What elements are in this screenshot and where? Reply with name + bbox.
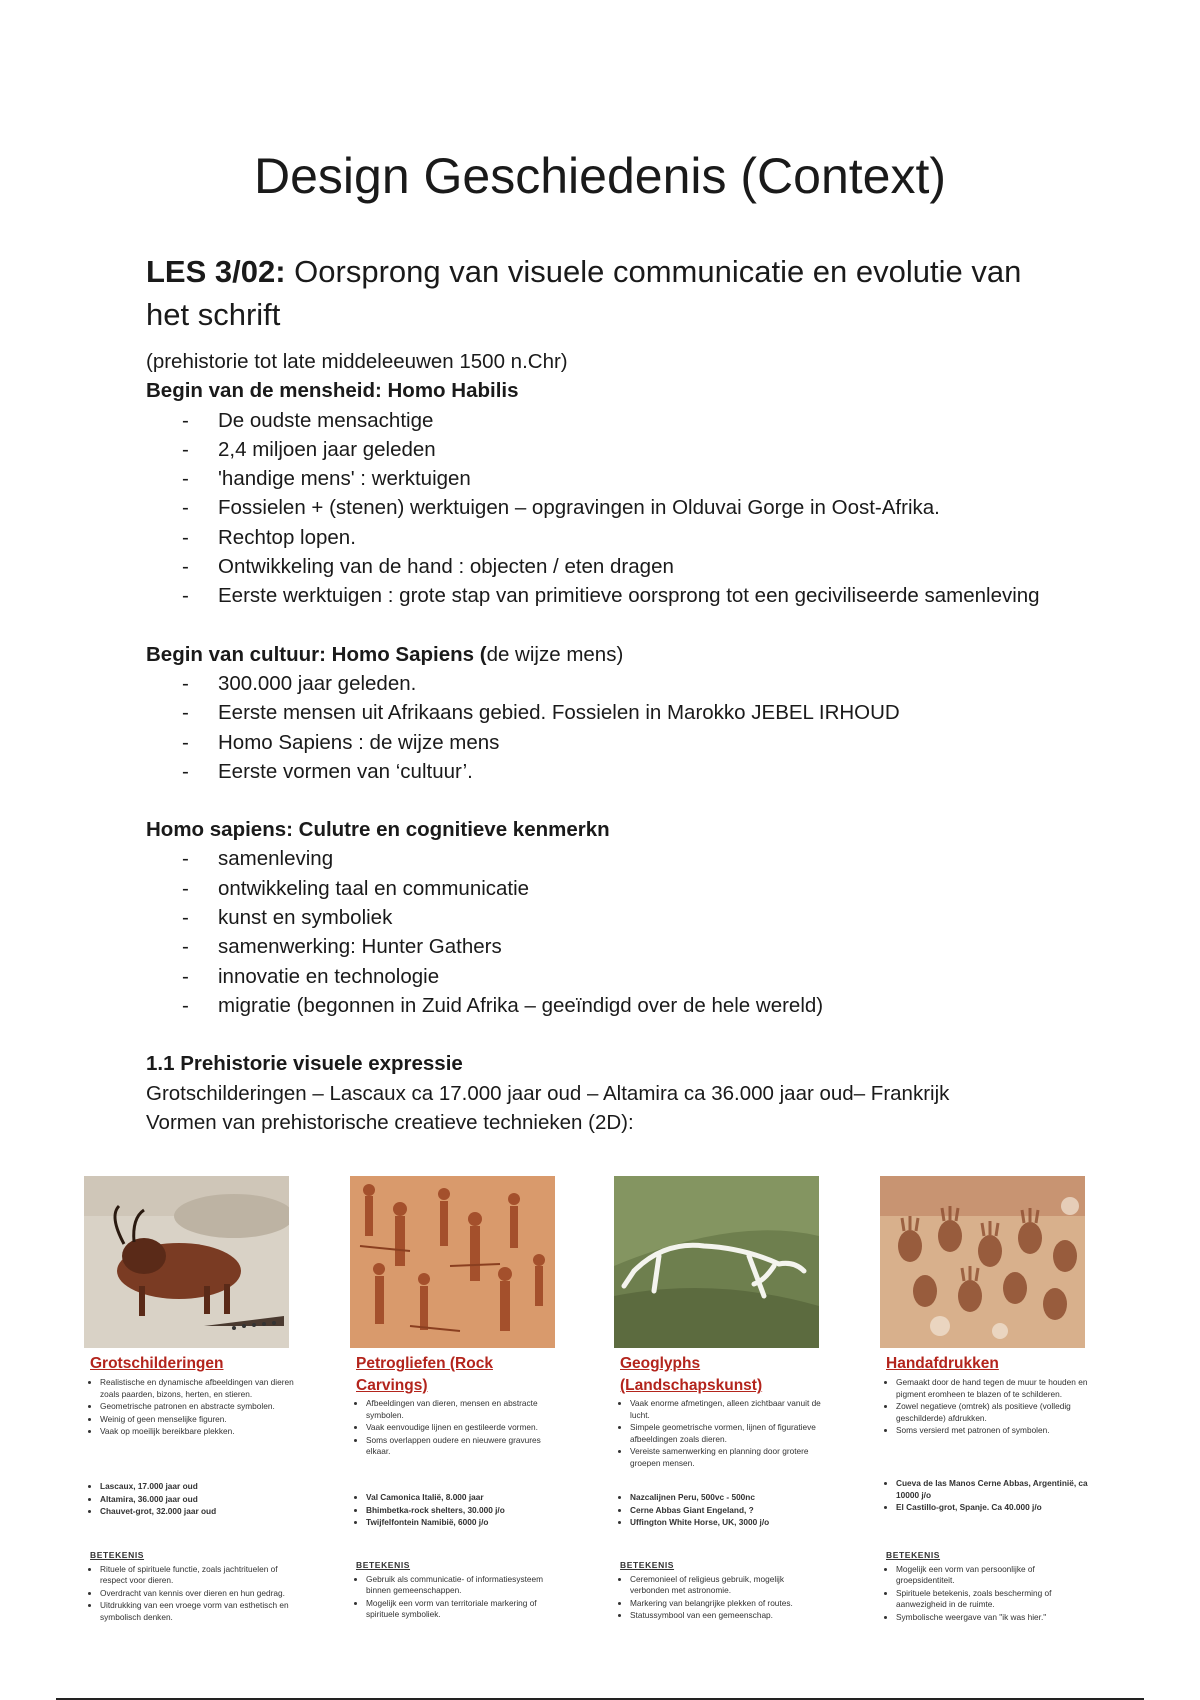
technique-panels	[84, 1176, 1104, 1656]
meaning-label: BETEKENIS	[886, 1550, 941, 1560]
list-item: • Spirituele betekenis, zoals bescherming of aanwezigheid in de ruimte.	[896, 1588, 1091, 1611]
lesson-title: Oorsprong van visuele communicatie en evolutie van het schrift	[146, 254, 1022, 332]
list-item: • Rituele of spirituele functie, zoals jachtrituelen of respect voor dieren.	[100, 1564, 295, 1587]
list-item: • Chauvet-grot, 32.000 jaar oud	[100, 1506, 295, 1518]
section-heading-bold: Begin van cultuur: Homo Sapiens (	[146, 642, 487, 666]
panel-locations	[356, 1492, 561, 1530]
list-item: • Uffington White Horse, UK, 3000 j/o	[630, 1517, 825, 1529]
panel-locations	[90, 1481, 295, 1519]
list-item: • Vaak op moeilijk bereikbare plekken.	[100, 1426, 295, 1438]
panel-meaning	[886, 1550, 1091, 1625]
list-item: • Lascaux, 17.000 jaar oud	[100, 1481, 295, 1493]
list-item: • Overdracht van kennis over dieren en hun gedrag.	[100, 1588, 295, 1600]
list-item: - 'handige mens' : werktuigen	[146, 464, 1096, 493]
section-heading-homo-sapiens	[146, 640, 1096, 669]
list-homo-habilis	[146, 406, 1096, 611]
cave-painting-image	[84, 1176, 289, 1348]
list-item: • Soms versierd met patronen of symbolen.	[896, 1425, 1091, 1437]
geoglyph-image	[614, 1176, 819, 1348]
list-item: • Markering van belangrijke plekken of routes.	[630, 1598, 825, 1610]
list-item: - 2,4 miljoen jaar geleden	[146, 435, 1096, 464]
list-item: - De oudste mensachtige	[146, 406, 1096, 435]
section-heading-homo-habilis: Begin van de mensheid: Homo Habilis	[146, 379, 519, 403]
rock-carving-image	[350, 1176, 555, 1348]
list-item: • Cueva de las Manos Cerne Abbas, Argentinië, ca 10000 j/o	[896, 1478, 1091, 1501]
section-heading-prehistory: 1.1 Prehistorie visuele expressie	[146, 1052, 463, 1076]
page-title: Design Geschiedenis (Context)	[254, 148, 946, 204]
list-item: • Gebruik als communicatie- of informatiesysteem binnen gemeenschappen.	[366, 1574, 561, 1597]
list-item: • Ceremonieel of religieus gebruik, mogelijk verbonden met astronomie.	[630, 1574, 825, 1597]
list-item: - Rechtop lopen.	[146, 523, 1096, 552]
list-item: • Mogelijk een vorm van persoonlijke of groepsidentiteit.	[896, 1564, 1091, 1587]
panel-title: Grotschilderingen	[90, 1355, 224, 1372]
hand-prints-image	[880, 1176, 1085, 1348]
list-item: • Bhimbetka-rock shelters, 30.000 j/o	[366, 1505, 561, 1517]
panel-geoglyphs	[614, 1176, 819, 1656]
list-item: • Zowel negatieve (omtrek) als positieve (volledig geschilderde) afdrukken.	[896, 1401, 1091, 1424]
list-item: • Vaak eenvoudige lijnen en gestileerde vormen.	[366, 1422, 561, 1434]
prehistory-line-1: Grotschilderingen – Lascaux ca 17.000 jaar oud – Altamira ca 36.000 jaar oud– Frankrijk	[146, 1081, 950, 1105]
lesson-heading	[146, 250, 1046, 336]
panel-locations	[620, 1492, 825, 1530]
list-homo-sapiens	[146, 669, 1096, 786]
list-item: • Altamira, 36.000 jaar oud	[100, 1494, 295, 1506]
list-item: - innovatie en technologie	[146, 962, 1096, 991]
list-item: • Val Camonica Italië, 8.000 jaar	[366, 1492, 561, 1504]
list-item: - Eerste vormen van ‘cultuur’.	[146, 757, 1096, 786]
list-item: • El Castillo-grot, Spanje. Ca 40.000 j/o	[896, 1502, 1091, 1514]
list-item: - Fossielen + (stenen) werktuigen – opgravingen in Olduvai Gorge in Oost-Afrika.	[146, 493, 1096, 522]
panel-meaning	[620, 1560, 825, 1623]
list-item: • Geometrische patronen en abstracte symbolen.	[100, 1401, 295, 1413]
list-item: - Eerste mensen uit Afrikaans gebied. Fossielen in Marokko JEBEL IRHOUD	[146, 698, 1096, 727]
list-item: - samenwerking: Hunter Gathers	[146, 932, 1096, 961]
document-body	[146, 347, 1096, 1137]
panel-description	[886, 1377, 1091, 1438]
list-item: - samenleving	[146, 844, 1096, 873]
panel-title: Petrogliefen (Rock Carvings)	[356, 1355, 493, 1394]
panel-title: Handafdrukken	[886, 1355, 999, 1372]
list-item: • Soms overlappen oudere en nieuwere gravures elkaar.	[366, 1435, 561, 1458]
lesson-label: LES 3/02:	[146, 254, 286, 289]
list-item: - Eerste werktuigen : grote stap van primitieve oorsprong tot een geciviliseerde samenleving	[146, 581, 1096, 610]
panel-handprints	[880, 1176, 1088, 1656]
section-heading-cognitive: Homo sapiens: Culutre en cognitieve kenmerkn	[146, 818, 610, 842]
panel-locations	[886, 1478, 1091, 1515]
list-item: • Afbeeldingen van dieren, mensen en abstracte symbolen.	[366, 1398, 561, 1421]
panel-meaning	[90, 1550, 295, 1625]
list-item: • Symbolische weergave van "ik was hier."	[896, 1612, 1091, 1624]
list-item: • Statussymbool van een gemeenschap.	[630, 1610, 825, 1622]
meaning-label: BETEKENIS	[620, 1560, 675, 1570]
panel-meaning	[356, 1560, 561, 1622]
list-cognitive	[146, 844, 1096, 1020]
period-note: (prehistorie tot late middeleeuwen 1500 n.Chr)	[146, 350, 568, 373]
list-item: • Mogelijk een vorm van territoriale markering of spirituele symboliek.	[366, 1598, 561, 1621]
section-heading-suffix: de wijze mens)	[486, 642, 624, 666]
list-item: - migratie (begonnen in Zuid Afrika – geeïndigd over de hele wereld)	[146, 991, 1096, 1020]
list-item: - Ontwikkeling van de hand : objecten / eten dragen	[146, 552, 1096, 581]
list-item: • Simpele geometrische vormen, lijnen of figuratieve afbeeldingen zoals dieren.	[630, 1422, 825, 1445]
list-item: • Cerne Abbas Giant Engeland, ?	[630, 1505, 825, 1517]
panel-description	[90, 1377, 295, 1439]
list-item: - 300.000 jaar geleden.	[146, 669, 1096, 698]
list-item: - ontwikkeling taal en communicatie	[146, 874, 1096, 903]
list-item: - Homo Sapiens : de wijze mens	[146, 728, 1096, 757]
list-item: • Weinig of geen menselijke figuren.	[100, 1414, 295, 1426]
list-item: • Vereiste samenwerking en planning door grotere groepen mensen.	[630, 1446, 825, 1469]
panel-cave-paintings	[84, 1176, 294, 1656]
list-item: • Realistische en dynamische afbeeldingen van dieren zoals paarden, bizons, herten, en stieren.	[100, 1377, 295, 1400]
meaning-label: BETEKENIS	[356, 1560, 411, 1570]
list-item: • Nazcalijnen Peru, 500vc - 500nc	[630, 1492, 825, 1504]
panel-description	[356, 1398, 561, 1459]
panel-title: Geoglyphs (Landschapskunst)	[620, 1355, 763, 1394]
panel-petroglyphs	[350, 1176, 555, 1656]
meaning-label: BETEKENIS	[90, 1550, 145, 1560]
list-item: - kunst en symboliek	[146, 903, 1096, 932]
list-item: • Vaak enorme afmetingen, alleen zichtbaar vanuit de lucht.	[630, 1398, 825, 1421]
panel-description	[620, 1398, 825, 1471]
list-item: • Twijfelfontein Namibië, 6000 j/o	[366, 1517, 561, 1529]
prehistory-line-2: Vormen van prehistorische creatieve technieken (2D):	[146, 1110, 634, 1134]
list-item: • Uitdrukking van een vroege vorm van esthetisch en symbolisch denken.	[100, 1600, 295, 1623]
list-item: • Gemaakt door de hand tegen de muur te houden en pigment eromheen te blazen of te schilderen.	[896, 1377, 1091, 1400]
